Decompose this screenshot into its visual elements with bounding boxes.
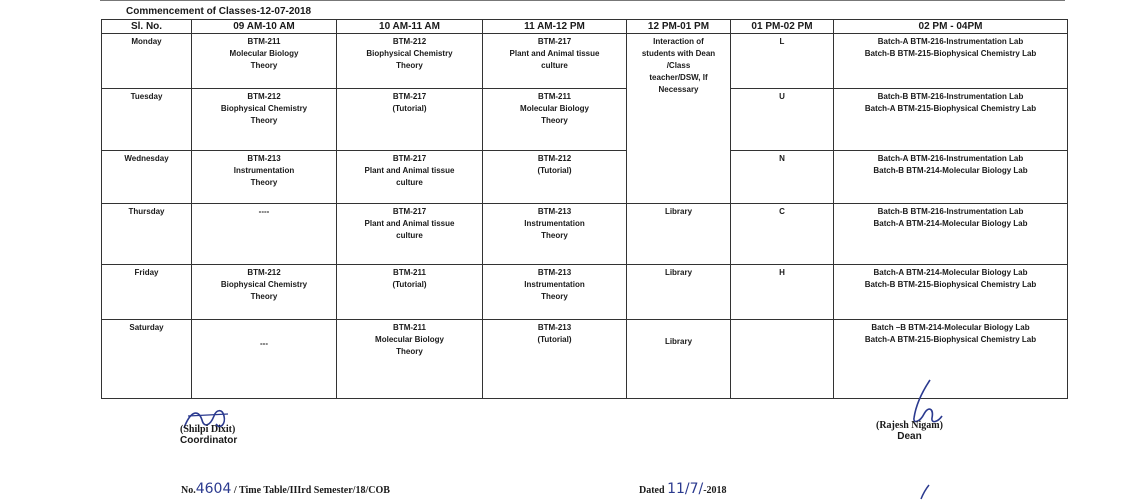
col-header-02pm: 02 PM - 04PM [834,20,1068,34]
course-code: BTM-211 [538,92,571,101]
course-code: BTM-212 [247,92,281,101]
slot-cell [483,34,627,89]
header-row [102,20,1068,34]
slot-cell [192,151,337,204]
course-type: Theory [541,116,568,125]
library-cell: Library [627,265,731,320]
slot-cell [337,34,483,89]
dated-year: -2018 [703,485,727,496]
lunch-letter-cell: N [731,151,834,204]
course-title: Instrumentation [524,219,585,228]
slot-cell [192,320,337,399]
slot-cell [483,89,627,151]
interaction-line: teacher/DSW, If [649,73,708,82]
course-code: BTM-213 [537,323,572,332]
lab-line: Batch-B BTM-216-Instrumentation Lab [877,207,1024,216]
reference-handwritten-number: 4604 [195,481,232,497]
lunch-letter-cell: C [731,204,834,265]
lunch-letter-cell: H [731,265,834,320]
lunch-letter-cell: L [731,34,834,89]
course-title: Instrumentation [524,280,585,289]
lab-line: Batch-B BTM-216-Instrumentation Lab [877,92,1024,101]
slot-cell [337,320,483,399]
coordinator-role: Coordinator [180,435,238,446]
col-header-09am: 09 AM-10 AM [192,20,337,34]
course-title: Plant and Animal tissue [364,219,455,228]
course-code: BTM-211 [393,323,426,332]
course-type: Theory [541,292,568,301]
interaction-line: students with Dean [641,49,716,58]
slot-cell [483,151,627,204]
slot-cell [192,34,337,89]
table-row [102,89,1068,151]
lab-cell [834,320,1068,399]
day-cell: Thursday [102,204,192,265]
course-code: BTM-217 [392,92,427,101]
slot-cell [192,89,337,151]
slot-cell [483,265,627,320]
course-code: BTM-211 [393,268,426,277]
reference-prefix: No. [181,485,196,496]
course-type: Theory [396,61,423,70]
course-title: (Tutorial) [537,166,572,175]
lab-line: Batch-A BTM-215-Biophysical Chemistry Lab [864,335,1037,344]
table-row [102,34,1068,89]
day-cell: Friday [102,265,192,320]
course-type: culture [396,231,423,240]
course-type: culture [541,61,568,70]
top-rule [100,0,1065,1]
library-cell: Library [627,204,731,265]
day-cell: Wednesday [102,151,192,204]
interaction-line: /Class [666,61,691,70]
lab-cell [834,89,1068,151]
slot-cell [337,265,483,320]
commencement-note: Commencement of Classes-12-07-2018 [126,6,312,17]
col-header-12pm: 12 PM-01 PM [627,20,731,34]
coordinator-name: (Shilpi Dixit) [180,424,236,435]
lab-line: Batch-B BTM-214-Molecular Biology Lab [873,166,1028,175]
slot-cell [337,89,483,151]
course-code: BTM-217 [392,207,427,216]
course-title: Molecular Biology [375,335,444,344]
reference-suffix: / Time Table/IIIrd Semester/18/COB [231,485,390,496]
lab-line: Batch –B BTM-214-Molecular Biology Lab [871,323,1030,332]
table-row [102,265,1068,320]
lab-cell [834,34,1068,89]
course-code: BTM-212 [392,37,427,46]
course-title: (Tutorial) [392,280,427,289]
lunch-letter-cell [731,320,834,399]
initial-mark-scribble [915,484,935,500]
dean-name: (Rajesh Nigam) [876,420,943,431]
dated-prefix: Dated [639,485,665,496]
dated-handwritten-day: 11/7/ [667,481,704,497]
interaction-cell [627,34,731,204]
dated-line [639,481,727,497]
table-row [102,204,1068,265]
col-header-01pm: 01 PM-02 PM [731,20,834,34]
course-type: Theory [250,61,278,70]
course-code: BTM-217 [392,154,427,163]
course-title: Plant and Animal tissue [509,49,600,58]
lab-cell [834,151,1068,204]
course-title: Biophysical Chemistry [220,104,308,113]
lab-line: Batch-A BTM-214-Molecular Biology Lab [873,268,1028,277]
course-code: BTM-217 [537,37,572,46]
course-title: Instrumentation [233,166,295,175]
course-type: Theory [250,116,278,125]
dean-role: Dean [897,431,922,442]
course-code: BTM-212 [247,268,281,277]
course-type: Theory [250,292,278,301]
course-code: BTM-211 [247,37,281,46]
course-title: Biophysical Chemistry [366,49,453,58]
lab-line: Batch-B BTM-215-Biophysical Chemistry Lab [864,49,1037,58]
lab-line: Batch-A BTM-216-Instrumentation Lab [877,154,1024,163]
dean-signature [876,420,943,442]
lab-line: Batch-A BTM-215-Biophysical Chemistry Lab [864,104,1037,113]
lab-cell [834,265,1068,320]
course-title: Biophysical Chemistry [220,280,308,289]
course-title: (Tutorial) [392,104,427,113]
coordinator-signature [180,424,237,446]
lunch-letter-cell: U [731,89,834,151]
slot-cell [483,204,627,265]
course-type: culture [396,178,423,187]
course-type: Theory [541,231,568,240]
reference-number [181,481,390,497]
day-cell: Monday [102,34,192,89]
course-title: (Tutorial) [537,335,572,344]
lab-line: Batch-A BTM-214-Molecular Biology Lab [873,219,1028,228]
empty-slot-mark: --- [260,339,268,348]
course-code: BTM-213 [247,154,281,163]
course-title: Molecular Biology [229,49,299,58]
timetable [101,19,1068,399]
course-title: Plant and Animal tissue [364,166,455,175]
slot-cell [337,151,483,204]
course-code: BTM-213 [537,268,572,277]
library-cell: Library [627,320,731,399]
course-title: Molecular Biology [520,104,589,113]
interaction-line: Interaction of [653,37,704,46]
col-header-11am: 11 AM-12 PM [483,20,627,34]
slot-cell [483,320,627,399]
empty-slot-mark: ---- [258,207,270,216]
col-header-slno: Sl. No. [102,20,192,34]
interaction-line: Necessary [658,85,699,94]
course-type: Theory [250,178,278,187]
day-cell: Saturday [102,320,192,399]
slot-cell [192,204,337,265]
slot-cell [337,204,483,265]
col-header-10am: 10 AM-11 AM [337,20,483,34]
lab-cell [834,204,1068,265]
table-row [102,151,1068,204]
course-type: Theory [396,347,423,356]
course-code: BTM-213 [537,207,572,216]
day-cell: Tuesday [102,89,192,151]
course-code: BTM-212 [537,154,572,163]
lab-line: Batch-A BTM-216-Instrumentation Lab [877,37,1024,46]
slot-cell [192,265,337,320]
lab-line: Batch-B BTM-215-Biophysical Chemistry Lab [864,280,1037,289]
